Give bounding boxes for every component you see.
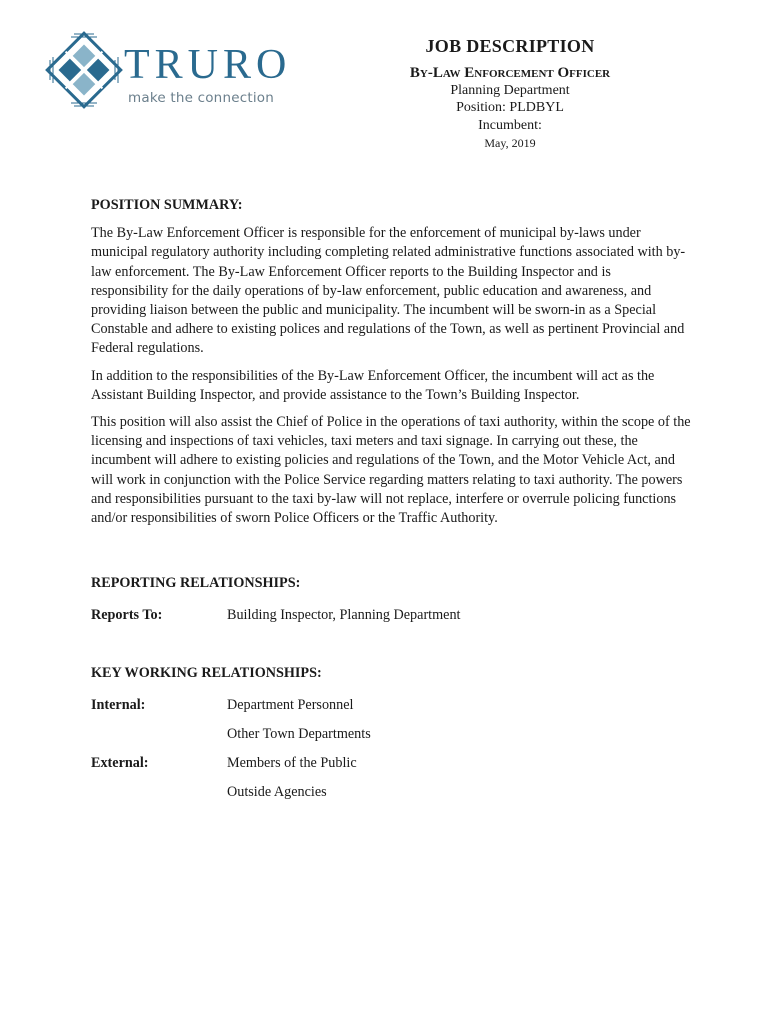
- external-item: Members of the Public: [227, 754, 357, 771]
- reports-to-label: Reports To:: [91, 607, 163, 624]
- internal-item: Other Town Departments: [227, 725, 371, 742]
- reports-to-row: [91, 606, 691, 625]
- key-working-list: [91, 696, 691, 812]
- position-title: By-Law Enforcement Officer: [409, 64, 611, 81]
- external-item: Outside Agencies: [227, 783, 327, 800]
- section-title-key-working: KEY WORKING RELATIONSHIPS:: [91, 664, 322, 681]
- logo-tagline: make the connection: [128, 90, 274, 106]
- incumbent: Incumbent:: [478, 118, 542, 134]
- document-date: May, 2019: [484, 135, 536, 150]
- external-label: External:: [91, 754, 149, 771]
- department: Planning Department: [450, 82, 570, 98]
- external-row-2: [91, 783, 691, 812]
- section-title-reporting: REPORTING RELATIONSHIPS:: [91, 575, 301, 592]
- document-title: JOB DESCRIPTION: [425, 36, 595, 56]
- logo-wordmark: TRURO: [124, 42, 292, 88]
- section-title-position-summary: POSITION SUMMARY:: [91, 197, 243, 213]
- position-code: Position: PLDBYL: [456, 100, 564, 116]
- document-header: [360, 36, 660, 150]
- reports-to-value: Building Inspector, Planning Department: [227, 607, 461, 624]
- summary-paragraph-3: This position will also assist the Chief of Police in the operations of taxi authority, within the scope of the licensing and inspections of taxi vehicles, taxi meters and taxi signage. In carrying out these, the incumbent will adhere to existing policies and regulations of the Town, and the Motor Vehicle Act, and will work in conjunction with the Police Service regarding matters relating to taxi authority. The powers and responsibilities pursuant to the taxi by-law will not replace, interfere or overrule policing functions and/or responsibilities of sworn Police Officers or the Traffic Authority.: [91, 414, 691, 527]
- internal-label: Internal:: [91, 696, 146, 713]
- external-row-1: [91, 754, 691, 783]
- summary-paragraph-2: In addition to the responsibilities of the By-Law Enforcement Officer, the incumbent will act as the Assistant Building Inspector, and provide assistance to the Town’s Building Inspector.: [91, 367, 655, 403]
- internal-row-1: [91, 696, 691, 725]
- summary-paragraph-1: The By-Law Enforcement Officer is responsible for the enforcement of municipal by-laws under municipal regulatory authority including completing related administrative functions associated with by-law enforcement. The By-Law Enforcement Officer reports to the Building Inspector and is responsibility for the daily operations of by-law enforcement, public education and awareness, and providing liaison between the public and municipality. The incumbent will be sworn-in as a Special Constable and adhere to existing polices and regulations of the Town, as well as pertinent Provincial and Federal regulations.: [91, 225, 686, 357]
- truro-logo: [44, 30, 314, 115]
- internal-row-2: [91, 725, 691, 754]
- internal-item: Department Personnel: [227, 696, 354, 713]
- truro-logo-mark-icon: [44, 30, 124, 110]
- document-body: [91, 196, 691, 812]
